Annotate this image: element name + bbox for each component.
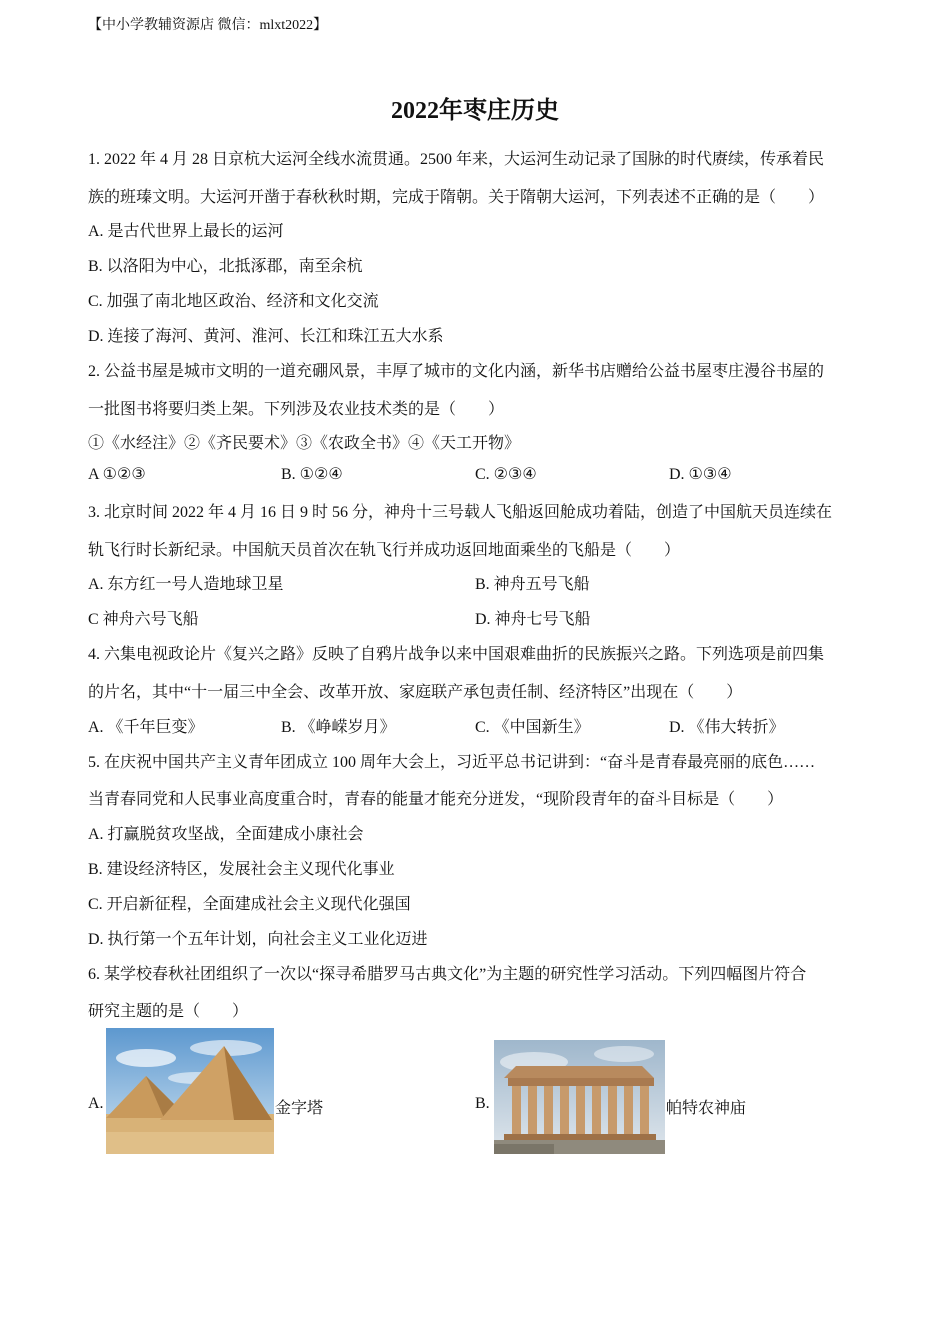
q4-option-a: A. 《千年巨变》 [88, 719, 204, 736]
q1-option-b: B. 以洛阳为中心，北抵涿郡，南至余杭 [88, 258, 363, 275]
q2-stem-line2: 一批图书将要归类上架。下列涉及农业技术类的是（ ） [88, 401, 505, 418]
q3-option-d: D. 神舟七号飞船 [475, 611, 591, 628]
q4-option-c: C. 《中国新生》 [475, 719, 590, 736]
q3-option-b: B. 神舟五号飞船 [475, 576, 590, 593]
q6-stem-line1: 6. 某学校春秋社团组织了一次以“探寻希腊罗马古典文化”为主题的研究性学习活动。下列四幅图片符合 [88, 966, 807, 983]
q1-option-a: A. 是古代世界上最长的运河 [88, 223, 284, 240]
q5-option-d: D. 执行第一个五年计划，向社会主义工业化迈进 [88, 931, 428, 948]
pyramid-image [106, 1028, 274, 1154]
q3-option-a: A. 东方红一号人造地球卫星 [88, 576, 284, 593]
q6-option-a-letter: A. [88, 1095, 104, 1112]
q2-option-a: A ①②③ [88, 466, 146, 483]
q4-stem-line1: 4. 六集电视政论片《复兴之路》反映了自鸦片战争以来中国艰难曲折的民族振兴之路。下列选项是前四集 [88, 646, 825, 663]
q2-stem-line3: ①《水经注》②《齐民要术》③《农政全书》④《天工开物》 [88, 435, 521, 452]
q4-stem-line2: 的片名，其中“十一届三中全会、改革开放、家庭联产承包责任制、经济特区”出现在（ ） [88, 684, 743, 701]
q5-option-a: A. 打赢脱贫攻坚战，全面建成小康社会 [88, 826, 364, 843]
q6-option-b-letter: B. [475, 1095, 490, 1112]
q4-option-b: B. 《峥嵘岁月》 [281, 719, 396, 736]
q2-option-c: C. ②③④ [475, 466, 537, 483]
q2-option-b: B. ①②④ [281, 466, 343, 483]
q2-stem-line1: 2. 公益书屋是城市文明的一道充硼风景，丰厚了城市的文化内涵，新华书店赠给公益书屋枣庄漫谷书屋的 [88, 363, 825, 380]
q6-stem-line2: 研究主题的是（ ） [88, 1003, 249, 1020]
q1-stem-line2: 族的班瑧文明。大运河开凿于春秋秋时期，完成于隋朝。关于隋朝大运河，下列表述不正确的是（ ） [88, 189, 825, 206]
q1-stem-line1: 1. 2022 年 4 月 28 日京杭大运河全线水流贯通。2500 年来，大运河生动记录了国脉的时代赓续，传承着民 [88, 151, 825, 168]
parthenon-image [494, 1040, 665, 1154]
q5-option-b: B. 建设经济特区，发展社会主义现代化事业 [88, 861, 395, 878]
q1-option-d: D. 连接了海河、黄河、淮河、长江和珠江五大水系 [88, 328, 444, 345]
q5-stem-line1: 5. 在庆祝中国共产主义青年团成立 100 周年大会上，习近平总书记讲到：“奋斗是青春最亮丽的底色…… [88, 754, 816, 771]
q3-option-c: C 神舟六号飞船 [88, 611, 199, 628]
q2-option-d: D. ①③④ [669, 466, 732, 483]
q1-option-c: C. 加强了南北地区政治、经济和文化交流 [88, 293, 379, 310]
q6-option-b-caption: 帕特农神庙 [666, 1100, 747, 1117]
q3-stem-line1: 3. 北京时间 2022 年 4 月 16 日 9 时 56 分，神舟十三号载人飞船返回舱成功着陆，创造了中国航天员连续在 [88, 504, 833, 521]
q3-stem-line2: 轨飞行时长新纪录。中国航天员首次在轨飞行并成功返回地面乘坐的飞船是（ ） [88, 542, 681, 559]
q5-stem-line2: 当青春同党和人民事业高度重合时，青春的能量才能充分迸发，“现阶段青年的奋斗目标是（ ） [88, 791, 784, 808]
header-note: 【中小学教辅资源店 微信：mlxt2022】 [88, 18, 328, 33]
document-title: 2022年枣庄历史 [391, 98, 559, 124]
q4-option-d: D. 《伟大转折》 [669, 719, 785, 736]
q5-option-c: C. 开启新征程，全面建成社会主义现代化强国 [88, 896, 411, 913]
q6-option-a-caption: 金字塔 [275, 1100, 324, 1117]
